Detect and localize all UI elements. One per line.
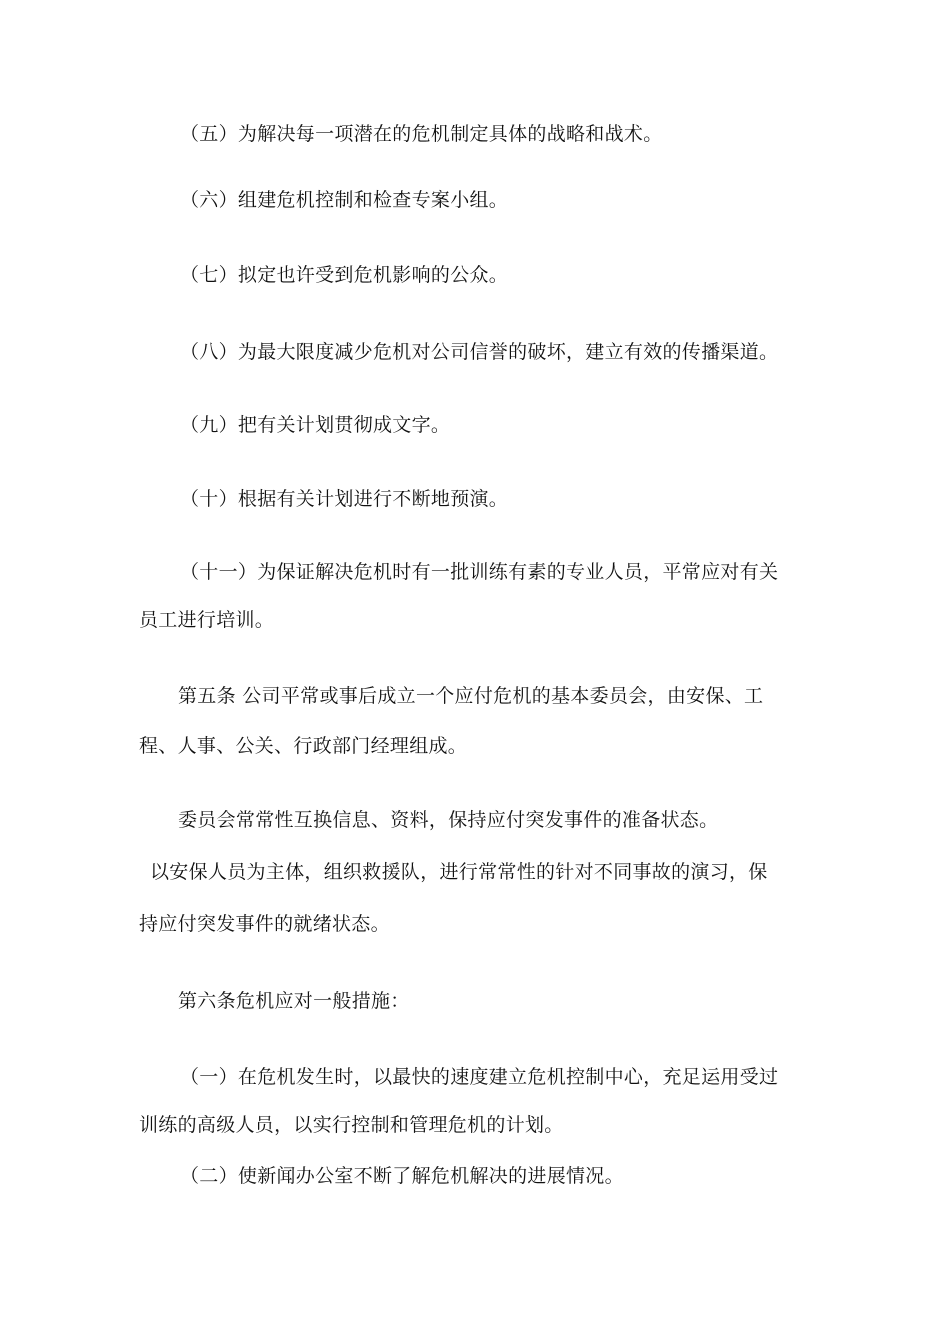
text-line: 第五条 公司平常或事后成立一个应付危机的基本委员会，由安保、工 bbox=[178, 685, 764, 707]
text-line: （七）拟定也许受到危机影响的公众。 bbox=[180, 264, 509, 286]
text-line: 委员会常常性互换信息、资料，保持应付突发事件的准备状态。 bbox=[178, 809, 719, 831]
text-line: （九）把有关计划贯彻成文字。 bbox=[180, 414, 451, 436]
text-line: （六）组建危机控制和检查专案小组。 bbox=[180, 189, 509, 211]
text-line: （一）在危机发生时，以最快的速度建立危机控制中心，充足运用受过 bbox=[180, 1066, 779, 1088]
text-line: 以安保人员为主体，组织救援队，进行常常性的针对不同事故的演习，保 bbox=[150, 861, 768, 883]
text-line: 训练的高级人员，以实行控制和管理危机的计划。 bbox=[139, 1114, 564, 1136]
text-line: （十一）为保证解决危机时有一批训练有素的专业人员，平常应对有关 bbox=[180, 561, 779, 583]
text-line: 程、人事、公关、行政部门经理组成。 bbox=[139, 735, 468, 757]
text-line: （二）使新闻办公室不断了解危机解决的进展情况。 bbox=[180, 1165, 624, 1187]
text-line: 持应付突发事件的就绪状态。 bbox=[139, 913, 390, 935]
text-line: （八）为最大限度减少危机对公司信誉的破坏，建立有效的传播渠道。 bbox=[180, 341, 779, 363]
text-line: 员工进行培训。 bbox=[139, 609, 275, 631]
text-line: （十）根据有关计划进行不断地预演。 bbox=[180, 488, 509, 510]
text-line: （五）为解决每一项潜在的危机制定具体的战略和战术。 bbox=[180, 123, 663, 145]
text-line: 第六条危机应对一般措施： bbox=[178, 990, 410, 1012]
